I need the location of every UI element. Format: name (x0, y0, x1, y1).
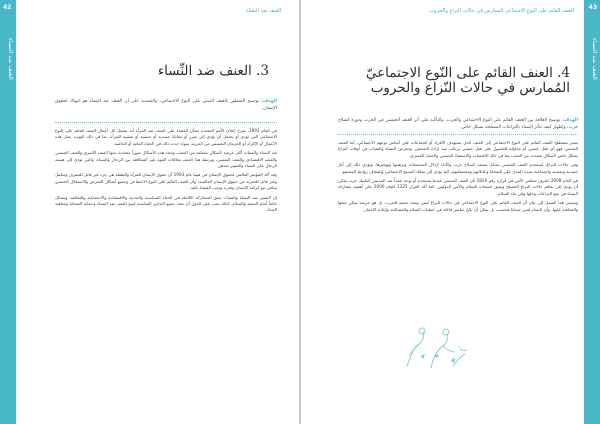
right-side-tab-label: العنف ضد النساء (591, 38, 598, 80)
right-paragraph-3: في العام 2008 اعترف مجلس الأمن في قراره رقم 1820 بأن العنف الجنسي عندما يستخدم أو يوجه عمداً ضد المدنيين كتكتيك حرب يمكن أن يؤدي إلى تفاقم حالات النزاع المسلح ويعيق استعادة السلام والأمن الدوليين. كما أكد القرار 1325 للعام 2000 على أهمية مشاركة النساء في منع النزاعات وحلها وفي بناء السلام. (338, 178, 579, 196)
right-side-tab (584, 0, 600, 424)
right-divider (338, 134, 578, 135)
left-objective-text: توضيح المنظور بالعنف المبني على النوع الاجتماعي، والتشديد على أن العنف ضد النساء هو انتهاك لحقوق الإنسان. (55, 99, 277, 111)
left-chapter-title: 3. العنف ضد النِّساء (157, 63, 269, 79)
left-paragraph-1: في العام 1993، شرح إعلان الأمم المتحدة بشأن القضاء على العنف ضد المرأة أنه يشمل كل أعمال العنف القائم على النوع الاجتماعي التي تؤدي أو يحتمل أن تؤدي إلى ضرر أو معاناة جسدية أو جنسية أو نفسية للمرأة، بما في ذلك التهديد بمثل هذه الأعمال أو الإكراه أو الحرمان التعسفي من الحرية، سواء حدث ذلك في الحياة العامة أو الخاصة. (55, 128, 277, 146)
right-body (338, 140, 578, 216)
right-objective (338, 118, 578, 131)
right-page (301, 0, 600, 424)
figures-illustration (401, 326, 471, 370)
right-objective-text: توضيح العلاقة بين العنف القائم على النوع الاجتماعي والحرب، والتأكيد على أثر العنف الجنسي في الحرب ودوره كسلاح حرب، وإظهار كيف تتأثر النساء بالنزاعات المسلحة بشكل خاص. (338, 118, 578, 130)
right-running-header: العنف القائم على النوع الاجتماعي الممارس في حالات النزاع والحروب (429, 8, 574, 14)
left-side-tab (0, 0, 16, 424)
left-side-tab-label: العنف ضد النساء (7, 38, 14, 80)
right-paragraph-4: ويسعى هذا الفصل إلى بيان أن العنف القائم على النوع الاجتماعي في حالات النزاع ليس نتيجة حتمية للحرب، بل هو جريمة يمكن منعها والمعاقبة عليها، وأن النساء لسن ضحايا فحسب، بل يمكن أن يكنّ عناصر فاعلة في عمليات السلام والمصالحة وإعادة الإعمار. (338, 200, 578, 212)
left-running-header: العنف ضد النساء (246, 8, 281, 14)
right-chapter-title: 4. العنف القائم على النّوع الاجتماعيّ المُمارس في حالات النّزاع والحروب (365, 65, 570, 96)
right-page-number: 43 (588, 4, 597, 11)
left-body (55, 128, 277, 217)
left-page (0, 0, 299, 424)
left-paragraph-2: تعد النساء والفتيات أكثر عرضة لأشكال مختلفة من العنف، وتتخذ هذه الأشكال صوراً متعددة، منها العنف الأسري والعنف الجنسي والعنف الاقتصادي والعنف النفسي، ويرتبط هذا العنف بعلاقات القوة غير المتكافئة بين الرجال والنساء، والتي تؤدي إلى هيمنة الرجال على النساء والتمييز ضدهن. (55, 150, 277, 169)
left-paragraph-3: وقد أكد المؤتمر العالمي لحقوق الإنسان في فيينا عام 1993 أن حقوق الإنسان للمرأة والطفلة هي جزء غير قابل للتصرف ومكمل وغير قابل للتجزئة من حقوق الإنسان العالمية، وأن العنف القائم على النوع الاجتماعي وجميع أشكال التحرش والاستغلال الجنسي يتنافى مع كرامة الإنسان وقدره ويجب القضاء عليه. (55, 172, 278, 191)
left-objective (55, 99, 277, 112)
left-page-number: 42 (3, 4, 12, 11)
right-paragraph-2: وفي حالات النزاع، يُستخدم العنف الجنسي بشكل متعمد كسلاح حرب وكأداة لإذلال المجتمعات وترهيبها وتهجيرها، ويؤدي ذلك إلى آثار جسدية ونفسية واجتماعية بعيدة المدى على الضحايا وعائلاتهم ومجتمعاتهم، كما يؤدي إلى تفكك النسيج الاجتماعي وإضعاف روابط المجتمع. (338, 162, 578, 174)
right-paragraph-1: يشير مصطلح العنف القائم على النوع الاجتماعي إلى العنف الذي يستهدف الأفراد أو الجماعات على أساس نوعهم الاجتماعي، أما العنف الجنسي فهو أي فعل جنسي أو محاولة للحصول على فعل جنسي يرتكب ضد إرادة الشخص. وتتعرض النساء والفتيات في أوقات النزاع بشكل خاص لأشكال متعددة من العنف، بما في ذلك الاغتصاب والاستعباد الجنسي والحمل القسري. (338, 140, 578, 158)
left-objective-lead: الهدف: (261, 99, 277, 104)
right-objective-lead: الهدف: (562, 118, 578, 123)
left-divider (55, 122, 277, 123)
left-paragraph-4: إن التمييز ضد النساء والفتيات يعيق المشاركة الكاملة في الحياة السياسية والمدنية والاقتصادية والاجتماعية والثقافية، ويشكل عائقاً أمام التنمية والسلام. لذلك يجب على الدول أن تتخذ جميع التدابير المناسبة لمنع العنف ضد النساء وحماية الضحايا ومعاقبة الجناة. (55, 194, 277, 213)
